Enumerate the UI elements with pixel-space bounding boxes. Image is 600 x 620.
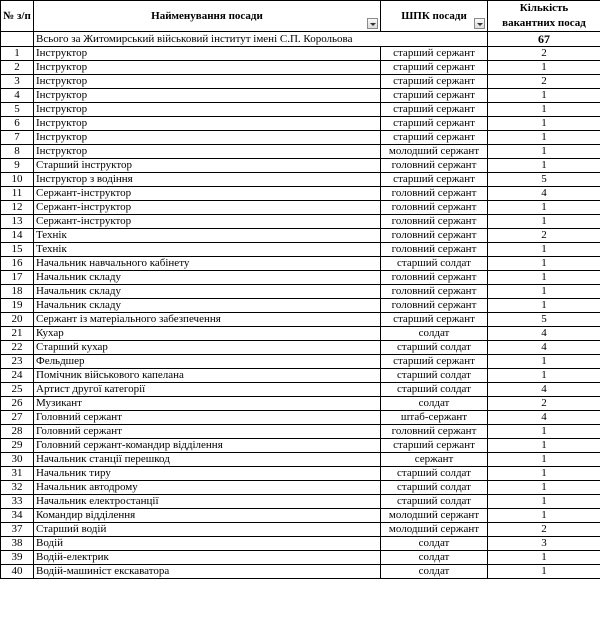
row-rank-cell[interactable]: старший сержант	[381, 75, 488, 89]
column-header-num	[1, 1, 34, 32]
row-name-cell[interactable]: Головний сержант	[34, 425, 381, 439]
row-num-cell[interactable]: 33	[1, 495, 34, 509]
row-num-cell[interactable]: 27	[1, 411, 34, 425]
row-rank-cell[interactable]: старший сержант	[381, 89, 488, 103]
row-name-cell[interactable]: Інструктор	[34, 131, 381, 145]
row-num-cell[interactable]: 25	[1, 383, 34, 397]
table-row[interactable]	[1, 537, 600, 551]
row-name-cell[interactable]: Технік	[34, 229, 381, 243]
row-name-cell[interactable]: Головний сержант-командир відділення	[34, 439, 381, 453]
row-num-cell[interactable]: 12	[1, 201, 34, 215]
table-row[interactable]	[1, 341, 600, 355]
row-name-cell[interactable]: Начальник складу	[34, 271, 381, 285]
row-count-cell[interactable]: 4	[488, 327, 600, 341]
row-name-cell[interactable]: Сержант-інструктор	[34, 187, 381, 201]
row-rank-cell[interactable]: головний сержант	[381, 187, 488, 201]
row-count-cell[interactable]: 1	[488, 495, 600, 509]
table-row[interactable]	[1, 453, 600, 467]
table-row[interactable]	[1, 131, 600, 145]
row-rank-cell[interactable]: старший сержант	[381, 61, 488, 75]
row-num-cell[interactable]: 11	[1, 187, 34, 201]
row-rank-cell[interactable]: старший солдат	[381, 495, 488, 509]
row-rank-cell[interactable]: головний сержант	[381, 215, 488, 229]
row-rank-cell[interactable]: штаб-сержант	[381, 411, 488, 425]
column-header-name-label: Найменування посади	[151, 9, 263, 22]
row-num-cell[interactable]: 39	[1, 551, 34, 565]
row-name-cell[interactable]: Артист другої категорії	[34, 383, 381, 397]
row-num-cell[interactable]: 26	[1, 397, 34, 411]
row-count-cell[interactable]: 1	[488, 201, 600, 215]
row-num-cell[interactable]: 38	[1, 537, 34, 551]
row-name-cell[interactable]: Начальник навчального кабінету	[34, 257, 381, 271]
row-rank-cell[interactable]: головний сержант	[381, 159, 488, 173]
table-row[interactable]	[1, 243, 600, 257]
row-rank-cell[interactable]: солдат	[381, 537, 488, 551]
column-header-count	[488, 1, 600, 32]
row-rank-cell[interactable]: старший сержант	[381, 439, 488, 453]
table-row[interactable]	[1, 411, 600, 425]
table-row[interactable]	[1, 47, 600, 61]
row-count-cell[interactable]: 1	[488, 355, 600, 369]
row-rank-cell[interactable]: старший сержант	[381, 117, 488, 131]
row-count-cell[interactable]: 2	[488, 229, 600, 243]
row-count-cell[interactable]: 1	[488, 103, 600, 117]
row-num-cell[interactable]: 8	[1, 145, 34, 159]
table-row[interactable]	[1, 299, 600, 313]
row-count-cell[interactable]: 2	[488, 75, 600, 89]
table-row[interactable]	[1, 89, 600, 103]
row-name-cell[interactable]: Старший інструктор	[34, 159, 381, 173]
row-count-cell[interactable]: 1	[488, 159, 600, 173]
table-row[interactable]	[1, 75, 600, 89]
row-name-cell[interactable]: Інструктор	[34, 61, 381, 75]
row-name-cell[interactable]: Інструктор	[34, 145, 381, 159]
row-name-cell[interactable]: Інструктор	[34, 47, 381, 61]
row-name-cell[interactable]: Інструктор	[34, 75, 381, 89]
row-count-cell[interactable]: 2	[488, 397, 600, 411]
row-count-cell[interactable]: 1	[488, 439, 600, 453]
row-num-cell[interactable]: 5	[1, 103, 34, 117]
row-num-cell[interactable]: 14	[1, 229, 34, 243]
row-rank-cell[interactable]: молодший сержант	[381, 145, 488, 159]
table-row[interactable]	[1, 369, 600, 383]
table-row[interactable]	[1, 481, 600, 495]
row-count-cell[interactable]: 1	[488, 89, 600, 103]
row-num-cell[interactable]: 32	[1, 481, 34, 495]
row-name-cell[interactable]: Водій	[34, 537, 381, 551]
row-num-cell[interactable]: 10	[1, 173, 34, 187]
filter-dropdown-icon[interactable]	[474, 18, 485, 29]
row-name-cell[interactable]: Начальник тиру	[34, 467, 381, 481]
row-count-cell[interactable]: 1	[488, 271, 600, 285]
row-count-cell[interactable]: 5	[488, 313, 600, 327]
row-num-cell[interactable]: 9	[1, 159, 34, 173]
row-count-cell[interactable]: 1	[488, 117, 600, 131]
row-num-cell[interactable]: 13	[1, 215, 34, 229]
row-name-cell[interactable]: Інструктор	[34, 117, 381, 131]
row-name-cell[interactable]: Музикант	[34, 397, 381, 411]
row-rank-cell[interactable]: молодший сержант	[381, 523, 488, 537]
row-count-cell[interactable]: 1	[488, 299, 600, 313]
row-rank-cell[interactable]: головний сержант	[381, 425, 488, 439]
row-name-cell[interactable]: Старший водій	[34, 523, 381, 537]
column-header-name	[34, 1, 381, 32]
row-count-cell[interactable]: 4	[488, 411, 600, 425]
row-count-cell[interactable]: 1	[488, 243, 600, 257]
table-row[interactable]	[1, 61, 600, 75]
row-rank-cell[interactable]: солдат	[381, 397, 488, 411]
table-row[interactable]	[1, 439, 600, 453]
table-row[interactable]	[1, 327, 600, 341]
row-name-cell[interactable]: Інструктор	[34, 103, 381, 117]
row-rank-cell[interactable]: головний сержант	[381, 201, 488, 215]
row-name-cell[interactable]: Командир відділення	[34, 509, 381, 523]
row-num-cell[interactable]: 28	[1, 425, 34, 439]
row-num-cell[interactable]: 29	[1, 439, 34, 453]
table-row[interactable]	[1, 467, 600, 481]
row-name-cell[interactable]: Водій-електрик	[34, 551, 381, 565]
row-name-cell[interactable]: Фельдшер	[34, 355, 381, 369]
row-num-cell[interactable]: 31	[1, 467, 34, 481]
row-count-cell[interactable]: 1	[488, 369, 600, 383]
row-count-cell[interactable]: 1	[488, 453, 600, 467]
row-rank-cell[interactable]: старший солдат	[381, 341, 488, 355]
row-name-cell[interactable]: Водій-машиніст екскаватора	[34, 565, 381, 579]
table-row[interactable]	[1, 495, 600, 509]
row-name-cell[interactable]: Начальник автодрому	[34, 481, 381, 495]
row-num-cell[interactable]: 19	[1, 299, 34, 313]
row-num-cell[interactable]: 4	[1, 89, 34, 103]
row-name-cell[interactable]: Помічник військового капелана	[34, 369, 381, 383]
row-num-cell[interactable]: 37	[1, 523, 34, 537]
table-row[interactable]	[1, 551, 600, 565]
row-name-cell[interactable]: Технік	[34, 243, 381, 257]
table-row[interactable]	[1, 257, 600, 271]
row-rank-cell[interactable]: солдат	[381, 551, 488, 565]
row-count-cell[interactable]: 4	[488, 187, 600, 201]
row-rank-cell[interactable]: молодший сержант	[381, 509, 488, 523]
row-rank-cell[interactable]: старший солдат	[381, 467, 488, 481]
table-row[interactable]	[1, 509, 600, 523]
row-name-cell[interactable]: Сержант-інструктор	[34, 201, 381, 215]
row-name-cell[interactable]: Кухар	[34, 327, 381, 341]
column-header-rank	[381, 1, 488, 32]
row-rank-cell[interactable]: старший солдат	[381, 257, 488, 271]
row-name-cell[interactable]: Сержант-інструктор	[34, 215, 381, 229]
table-row[interactable]	[1, 355, 600, 369]
row-count-cell[interactable]: 5	[488, 173, 600, 187]
row-num-cell[interactable]: 17	[1, 271, 34, 285]
row-name-cell[interactable]: Начальник станції перешкод	[34, 453, 381, 467]
row-num-cell[interactable]: 15	[1, 243, 34, 257]
total-num-cell[interactable]	[1, 32, 34, 47]
row-num-cell[interactable]: 24	[1, 369, 34, 383]
row-rank-cell[interactable]: старший сержант	[381, 47, 488, 61]
table-row[interactable]	[1, 523, 600, 537]
table-row[interactable]	[1, 173, 600, 187]
row-rank-cell[interactable]: солдат	[381, 327, 488, 341]
row-name-cell[interactable]: Начальник складу	[34, 299, 381, 313]
row-rank-cell[interactable]: головний сержант	[381, 271, 488, 285]
table-row[interactable]	[1, 425, 600, 439]
row-num-cell[interactable]: 7	[1, 131, 34, 145]
row-num-cell[interactable]: 21	[1, 327, 34, 341]
row-count-cell[interactable]: 1	[488, 551, 600, 565]
row-num-cell[interactable]: 18	[1, 285, 34, 299]
table-row[interactable]	[1, 229, 600, 243]
row-rank-cell[interactable]: старший сержант	[381, 313, 488, 327]
row-rank-cell[interactable]: старший сержант	[381, 173, 488, 187]
row-count-cell[interactable]: 2	[488, 47, 600, 61]
row-num-cell[interactable]: 34	[1, 509, 34, 523]
row-num-cell[interactable]: 6	[1, 117, 34, 131]
row-num-cell[interactable]: 16	[1, 257, 34, 271]
row-num-cell[interactable]: 3	[1, 75, 34, 89]
row-num-cell[interactable]: 20	[1, 313, 34, 327]
row-name-cell[interactable]: Начальник складу	[34, 285, 381, 299]
filter-dropdown-icon[interactable]	[367, 18, 378, 29]
row-rank-cell[interactable]: головний сержант	[381, 299, 488, 313]
row-num-cell[interactable]: 1	[1, 47, 34, 61]
table-row[interactable]	[1, 201, 600, 215]
row-rank-cell[interactable]: старший солдат	[381, 369, 488, 383]
row-count-cell[interactable]: 1	[488, 467, 600, 481]
total-label-cell[interactable]: Всього за Житомирський військовий інститут імені С.П. Корольова	[34, 32, 488, 47]
row-rank-cell[interactable]: головний сержант	[381, 243, 488, 257]
row-rank-cell[interactable]: старший солдат	[381, 481, 488, 495]
row-rank-cell[interactable]: старший сержант	[381, 131, 488, 145]
row-count-cell[interactable]: 1	[488, 481, 600, 495]
table-row[interactable]	[1, 103, 600, 117]
row-name-cell[interactable]: Сержант із матеріального забезпечення	[34, 313, 381, 327]
table-row[interactable]	[1, 187, 600, 201]
column-header-count-label: Кількість вакантних посад	[502, 2, 586, 29]
row-count-cell[interactable]: 4	[488, 383, 600, 397]
row-count-cell[interactable]: 3	[488, 537, 600, 551]
row-rank-cell[interactable]: головний сержант	[381, 285, 488, 299]
total-count-cell[interactable]: 67	[488, 32, 600, 47]
row-rank-cell[interactable]: сержант	[381, 453, 488, 467]
column-header-rank-label: ШПК посади	[401, 9, 467, 22]
table-row[interactable]	[1, 215, 600, 229]
row-count-cell[interactable]: 1	[488, 61, 600, 75]
row-num-cell[interactable]: 22	[1, 341, 34, 355]
row-name-cell[interactable]: Старший кухар	[34, 341, 381, 355]
row-count-cell[interactable]: 1	[488, 145, 600, 159]
row-count-cell[interactable]: 1	[488, 425, 600, 439]
row-rank-cell[interactable]: старший сержант	[381, 355, 488, 369]
row-rank-cell[interactable]: старший солдат	[381, 383, 488, 397]
row-rank-cell[interactable]: головний сержант	[381, 229, 488, 243]
table-row[interactable]	[1, 313, 600, 327]
row-count-cell[interactable]: 1	[488, 509, 600, 523]
row-count-cell[interactable]: 4	[488, 341, 600, 355]
column-header-num-label: № з/п	[3, 9, 31, 22]
row-count-cell[interactable]: 2	[488, 523, 600, 537]
row-name-cell[interactable]: Інструктор з водіння	[34, 173, 381, 187]
table-row[interactable]	[1, 145, 600, 159]
table-row[interactable]	[1, 565, 600, 579]
row-name-cell[interactable]: Інструктор	[34, 89, 381, 103]
table-row[interactable]	[1, 383, 600, 397]
row-count-cell[interactable]: 1	[488, 257, 600, 271]
row-count-cell[interactable]: 1	[488, 565, 600, 579]
total-row[interactable]	[1, 32, 600, 47]
table-row[interactable]	[1, 271, 600, 285]
row-count-cell[interactable]: 1	[488, 215, 600, 229]
row-count-cell[interactable]: 1	[488, 131, 600, 145]
table-row[interactable]	[1, 117, 600, 131]
row-count-cell[interactable]: 1	[488, 285, 600, 299]
table-header-row	[1, 1, 600, 32]
row-name-cell[interactable]: Начальник електростанції	[34, 495, 381, 509]
row-name-cell[interactable]: Головний сержант	[34, 411, 381, 425]
row-num-cell[interactable]: 40	[1, 565, 34, 579]
row-num-cell[interactable]: 2	[1, 61, 34, 75]
table-row[interactable]	[1, 159, 600, 173]
table-row[interactable]	[1, 285, 600, 299]
row-num-cell[interactable]: 30	[1, 453, 34, 467]
table-row[interactable]	[1, 397, 600, 411]
row-rank-cell[interactable]: старший сержант	[381, 103, 488, 117]
row-num-cell[interactable]: 23	[1, 355, 34, 369]
row-rank-cell[interactable]: солдат	[381, 565, 488, 579]
